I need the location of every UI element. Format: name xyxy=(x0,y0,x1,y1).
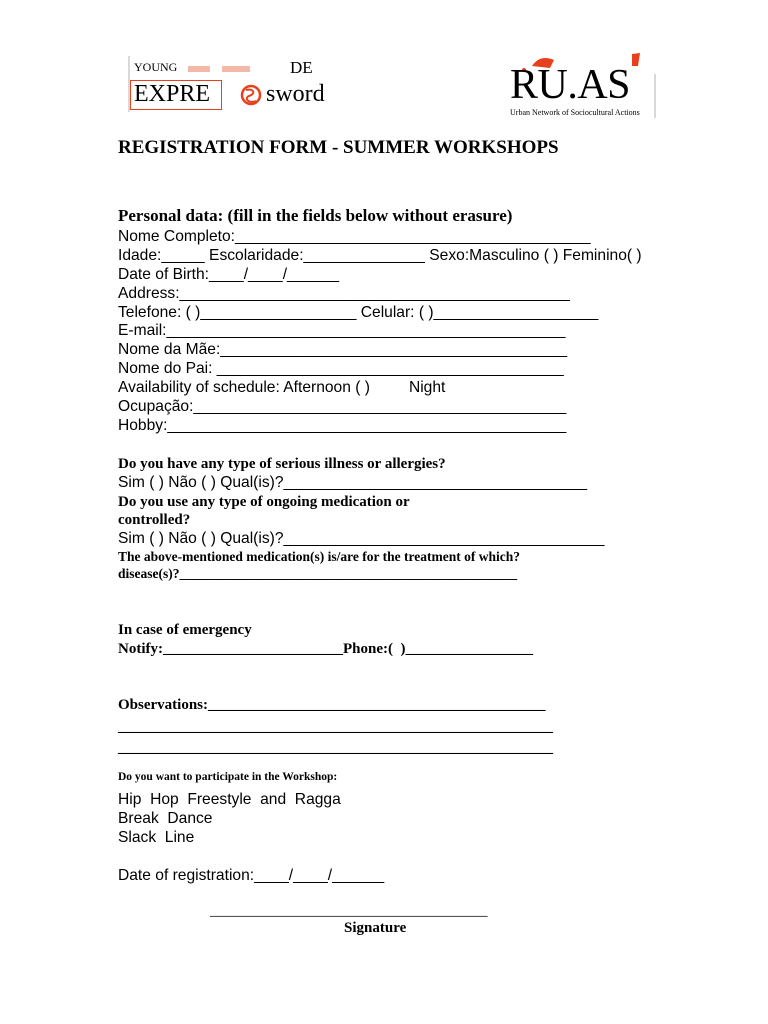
answer-medication[interactable]: Sim ( ) Não ( ) Qual(is)?_____________________________________ xyxy=(118,530,605,547)
dragon-emblem-icon xyxy=(240,82,262,108)
answer-disease[interactable]: disease(s)?__________________________________________________ xyxy=(118,566,517,581)
field-telefone-celular[interactable]: Telefone: ( )__________________ Celular: ( )___________________ xyxy=(118,304,599,321)
field-idade-escolaridade-sexo[interactable]: Idade:_____ Escolaridade:______________ Sexo:Masculino ( ) Feminino( ) xyxy=(118,247,642,264)
workshop-option-slackline[interactable]: Slack Line xyxy=(118,829,195,846)
field-observations[interactable]: Observations:_____________________________________________ xyxy=(118,697,546,713)
field-notify-phone[interactable]: Notify:________________________Phone:( )_________________ xyxy=(118,641,533,657)
logo-word-sword: sword xyxy=(266,81,325,107)
logo-ruas-name: RU.AS xyxy=(510,62,631,108)
signature-label: Signature xyxy=(344,920,407,936)
logo-word-expre: EXPRE xyxy=(134,81,211,107)
workshop-option-breakdance[interactable]: Break Dance xyxy=(118,810,213,827)
signature-line[interactable]: _____________________________________ xyxy=(210,903,488,919)
logo-ruas-subtitle: Urban Network of Sociocultural Actions xyxy=(510,108,640,117)
answer-illness[interactable]: Sim ( ) Não ( ) Qual(is)?___________________________________ xyxy=(118,474,588,491)
question-medication-line1: Do you use any type of ongoing medication or xyxy=(118,494,410,510)
personal-data-heading: Personal data: (fill in the fields below without erasure) xyxy=(118,206,513,225)
emergency-heading: In case of emergency xyxy=(118,622,252,638)
field-date-of-registration[interactable]: Date of registration:____/____/______ xyxy=(118,867,385,884)
logo-top-word-2: DE xyxy=(290,58,313,77)
field-hobby[interactable]: Hobby:______________________________________________ xyxy=(118,417,567,434)
field-availability[interactable]: Availability of schedule: Afternoon ( ) Night xyxy=(118,379,446,396)
logo-obscured-mark-2 xyxy=(222,66,250,72)
observations-line-2[interactable]: __________________________________________________________ xyxy=(118,719,553,735)
question-treatment-line1: The above-mentioned medication(s) is/are for the treatment of which? xyxy=(118,549,520,564)
field-email[interactable]: E-mail:______________________________________________ xyxy=(118,322,566,339)
logo-obscured-mark xyxy=(188,66,210,72)
field-ocupacao[interactable]: Ocupação:___________________________________________ xyxy=(118,398,567,415)
field-nome-da-mae[interactable]: Nome da Mãe:________________________________________ xyxy=(118,341,568,358)
field-address[interactable]: Address:_____________________________________________ xyxy=(118,285,570,302)
logo-young-expression xyxy=(128,56,338,112)
workshop-question: Do you want to participate in the Workshop: xyxy=(118,771,338,783)
field-nome-completo[interactable]: Nome Completo:_________________________________________ xyxy=(118,228,591,245)
workshop-option-hiphop[interactable]: Hip Hop Freestyle and Ragga xyxy=(118,791,341,808)
logo-top-word-1: YOUNG xyxy=(134,60,178,74)
question-illness: Do you have any type of serious illness or allergies? xyxy=(118,456,446,472)
form-title: REGISTRATION FORM - SUMMER WORKSHOPS xyxy=(118,137,559,158)
logo-right-bracket xyxy=(654,74,656,118)
observations-line-3[interactable]: __________________________________________________________ xyxy=(118,740,553,756)
question-medication-line2: controlled? xyxy=(118,512,191,528)
field-date-of-birth[interactable]: Date of Birth:____/____/______ xyxy=(118,266,340,283)
logo-ruas xyxy=(506,52,656,122)
field-nome-do-pai[interactable]: Nome do Pai: ________________________________________ xyxy=(118,360,564,377)
